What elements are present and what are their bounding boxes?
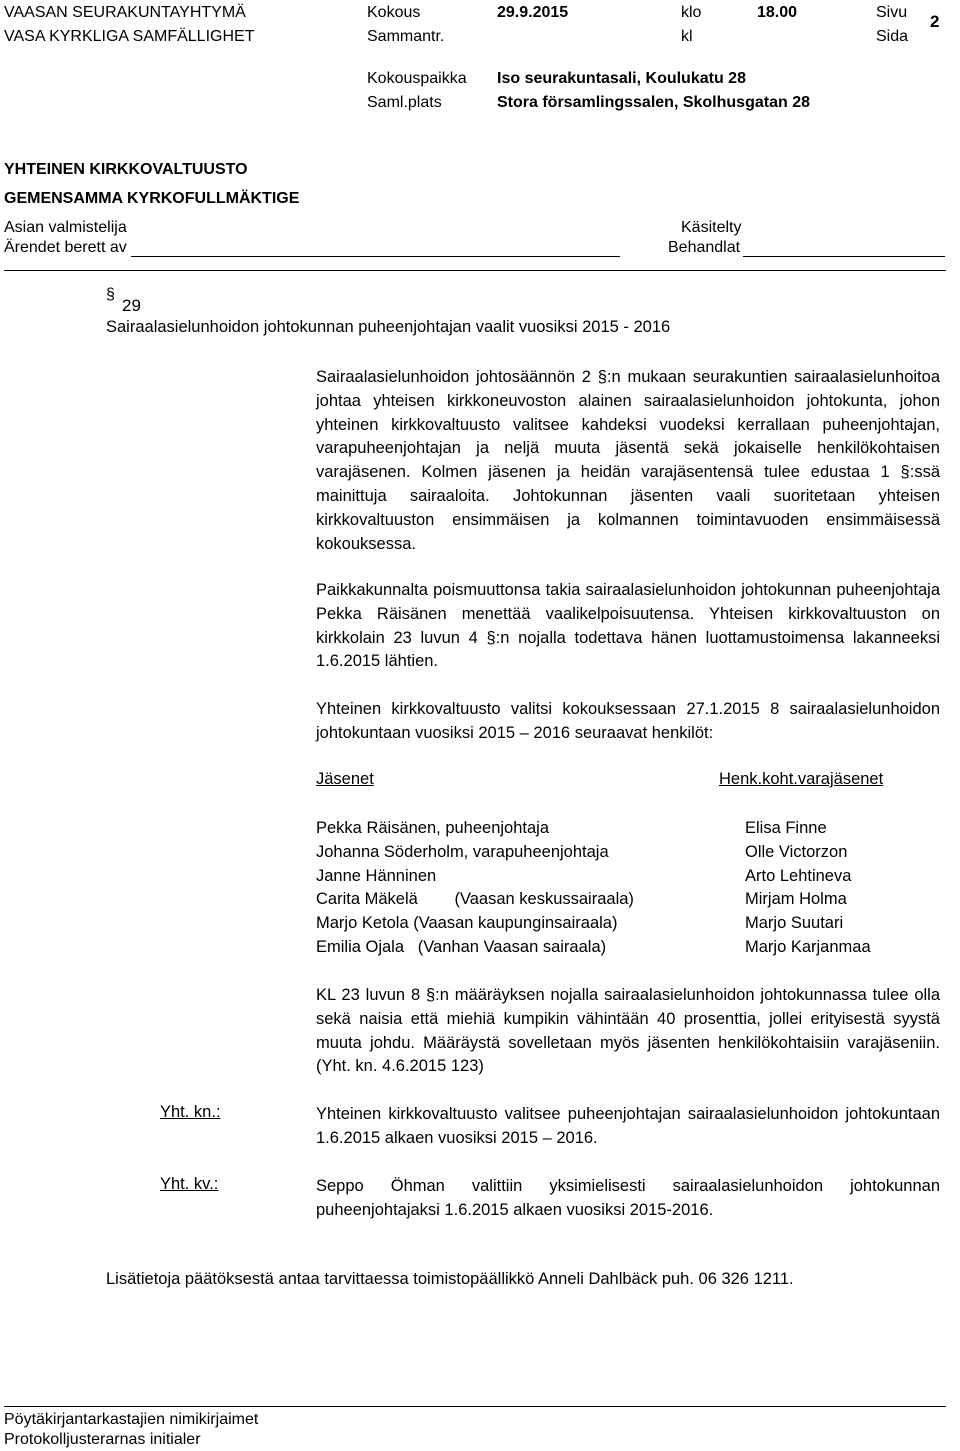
paragraph-election: Yhteinen kirkkovaltuusto valitsi kokouksessaan 27.1.2015 8 sairaalasielunhoidon johtokuntaan vuosiksi 2015 – 2016 seuraavat henkilöt: [316,700,940,742]
table-row: Pekka Räisänen, puheenjohtaja [316,819,550,837]
meeting-time: 18.00 [757,4,798,21]
prepared-by-label-fi: Asian valmistelija [4,219,127,236]
table-row: Olle Victorzon [745,842,848,861]
handled-line [743,256,945,257]
page-number: 2 [930,12,940,31]
council-proposal-label: Yht. kn.: [160,1103,221,1121]
deputies-column-header: Henk.koht.varajäsenet [719,770,884,788]
table-row: Arto Lehtineva [745,866,852,885]
section-number: 29 [122,296,141,315]
members-list [316,817,634,960]
page-label-fi: Sivu [876,4,908,21]
time-label-fi: klo [681,4,702,21]
assembly-decision-text: Seppo Öhman valittiin yksimielisesti sairaalasielunhoidon johtokunnan puheenjohtajaksi 1.6.2015 alkaen vuosiksi 2015-2016. [316,1177,940,1219]
header-divider [4,270,946,271]
footer-initials-sv: Protokolljusterarnas initialer [4,1431,201,1448]
table-row: Marjo Suutari [745,914,844,933]
handled-label-fi: Käsitelty [681,219,742,236]
section-title: Sairaalasielunhoidon johtokunnan puheenjohtajan vaalit vuosiksi 2015 - 2016 [106,318,671,336]
venue-sv: Stora församlingssalen, Skolhusgatan 28 [497,94,810,111]
prepared-by-line [131,256,620,257]
table-row: Emilia Ojala (Vanhan Vaasan sairaala) [316,937,607,956]
section-sign: § [106,286,115,303]
org-name-fi: VAASAN SEURAKUNTAYHTYMÄ [4,4,246,21]
footer-initials-fi: Pöytäkirjantarkastajien nimikirjaimet [4,1411,259,1428]
table-row: Mirjam Holma [745,890,847,909]
table-row: Elisa Finne [745,819,827,837]
meeting-label-sv: Sammantr. [367,28,445,45]
table-row: Johanna Söderholm, varapuheenjohtaja [316,842,609,861]
venue-fi: Iso seurakuntasali, Koulukatu 28 [497,70,746,87]
paragraph-vacancy: Paikkakunnalta poismuuttonsa takia sairaalasielunhoidon johtokunnan puheenjohtaja Pekka Räisänen menettää vaalikelpoisuutensa. Yhteisen kirkkovaltuuston on kirkkolain 23 luvun 4 §:n nojalla todettava hänen luottamustoimensa lakanneeksi 1.6.2015 lähtien. [316,581,940,671]
body-title-sv: GEMENSAMMA KYRKOFULLMÄKTIGE [4,190,300,207]
table-row: Marjo Ketola (Vaasan kaupunginsairaala) [316,914,618,933]
footer-divider [4,1406,946,1407]
org-name-sv: VASA KYRKLIGA SAMFÄLLIGHET [4,28,255,45]
paragraph-gender-quota: KL 23 luvun 8 §:n määräyksen nojalla sairaalasielunhoidon johtokunnassa tulee olla sekä naisia että miehiä kumpikin vähintään 40 prosenttia, jollei erityisestä syystä muuta johdu. Määräystä sovelletaan myös jäsenten henkilökohtaisiin varajäseniin. (Yht. kn. 4.6.2015 123) [316,986,940,1076]
deputies-list [745,817,871,960]
table-row: Janne Hänninen [316,866,437,885]
table-row: Marjo Karjanmaa [745,937,871,956]
handled-label-sv: Behandlat [668,239,741,256]
paragraph-background: Sairaalasielunhoidon johtosäännön 2 §:n mukaan seurakuntien sairaalasielunhoitoa johtaa yhteisen kirkkoneuvoston alainen sairaalasielunhoidon johtokunta, johon yhteinen kirkkovaltuusto valitsee kahdeksi vuodeksi kerrallaan puheenjohtajan, varapuheenjohtajan ja neljä muuta jäsentä sekä jokaiselle henkilökohtaisen varajäsenen. Kolmen jäsenen ja heidän varajäsentensä tulee edustaa 1 §:ssä mainittuja sairaaloita. Johtokunnan jäsenten vaali suoritetaan yhteisen kirkkovaltuuston ensimmäisen ja kolmannen toimintavuoden ensimmäisessä kokouksessa. [316,368,940,553]
members-column-header: Jäsenet [316,770,374,788]
body-title-fi: YHTEINEN KIRKKOVALTUUSTO [4,161,248,178]
info-contact: Lisätietoja päätöksestä antaa tarvittaessa toimistopäällikkö Anneli Dahlbäck puh. 06 326 1211. [106,1270,794,1288]
meeting-label-fi: Kokous [367,4,421,21]
time-label-sv: kl [681,28,693,45]
prepared-by-label-sv: Ärendet berett av [4,239,127,256]
meeting-date: 29.9.2015 [497,4,569,21]
council-proposal-text: Yhteinen kirkkovaltuusto valitsee puheenjohtajan sairaalasielunhoidon johtokuntaan 1.6.2015 alkaen vuosiksi 2015 – 2016. [316,1105,940,1147]
page-label-sv: Sida [876,28,909,45]
venue-label-sv: Saml.plats [367,94,442,111]
venue-label-fi: Kokouspaikka [367,70,467,87]
assembly-decision-label: Yht. kv.: [160,1175,219,1193]
table-row: Carita Mäkelä (Vaasan keskussairaala) [316,890,634,909]
